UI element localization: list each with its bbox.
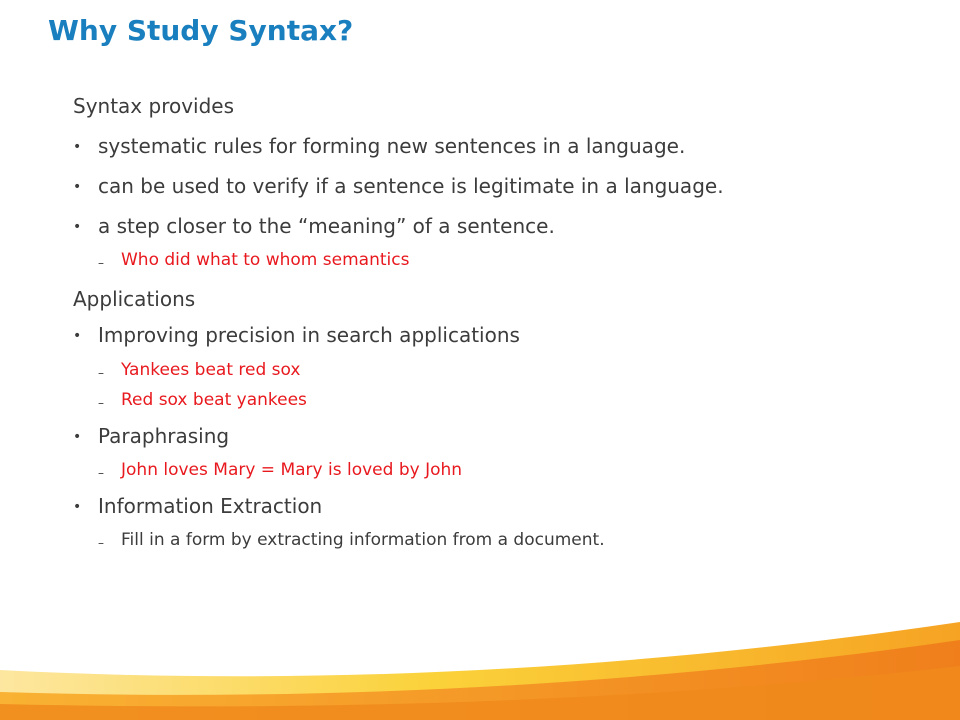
bullet-icon: • [73,179,82,195]
sub-bullet-item [98,250,410,270]
bullet-text: Improving precision in search applications [98,323,520,347]
bullet-text: Information Extraction [98,494,323,518]
slide-title: Why Study Syntax? [48,14,354,47]
sub-bullet-text: Yankees beat red sox [121,360,301,380]
bullet-item [73,424,230,448]
bullet-item [73,494,323,518]
dash-icon: – [98,466,104,480]
dash-icon: – [98,366,104,380]
section-heading-applications: Applications [73,287,196,311]
sub-bullet-text: John loves Mary = Mary is loved by John [121,460,463,480]
sub-bullet-item [98,530,605,550]
sub-bullet-item [98,460,463,480]
bullet-text: systematic rules for forming new sentences in a language. [98,134,686,158]
sub-bullet-item [98,360,301,380]
bullet-text: a step closer to the “meaning” of a sentence. [98,214,555,238]
dash-icon: – [98,256,104,270]
sub-bullet-text: Red sox beat yankees [121,390,307,410]
bullet-item [73,214,555,238]
sub-bullet-text: Fill in a form by extracting information from a document. [121,530,605,550]
bullet-text: Paraphrasing [98,424,230,448]
bullet-item [73,174,724,198]
bullet-icon: • [73,139,82,155]
sub-bullet-text: Who did what to whom semantics [121,250,410,270]
sub-bullet-item [98,390,307,410]
bullet-text: can be used to verify if a sentence is legitimate in a language. [98,174,724,198]
bullet-icon: • [73,328,82,344]
bullet-item [73,323,520,347]
bullet-icon: • [73,219,82,235]
dash-icon: – [98,396,104,410]
bullet-icon: • [73,429,82,445]
orange-swoosh-decoration [0,600,960,720]
dash-icon: – [98,536,104,550]
section-heading-syntax: Syntax provides [73,94,235,118]
bullet-icon: • [73,499,82,515]
bullet-item [73,134,686,158]
